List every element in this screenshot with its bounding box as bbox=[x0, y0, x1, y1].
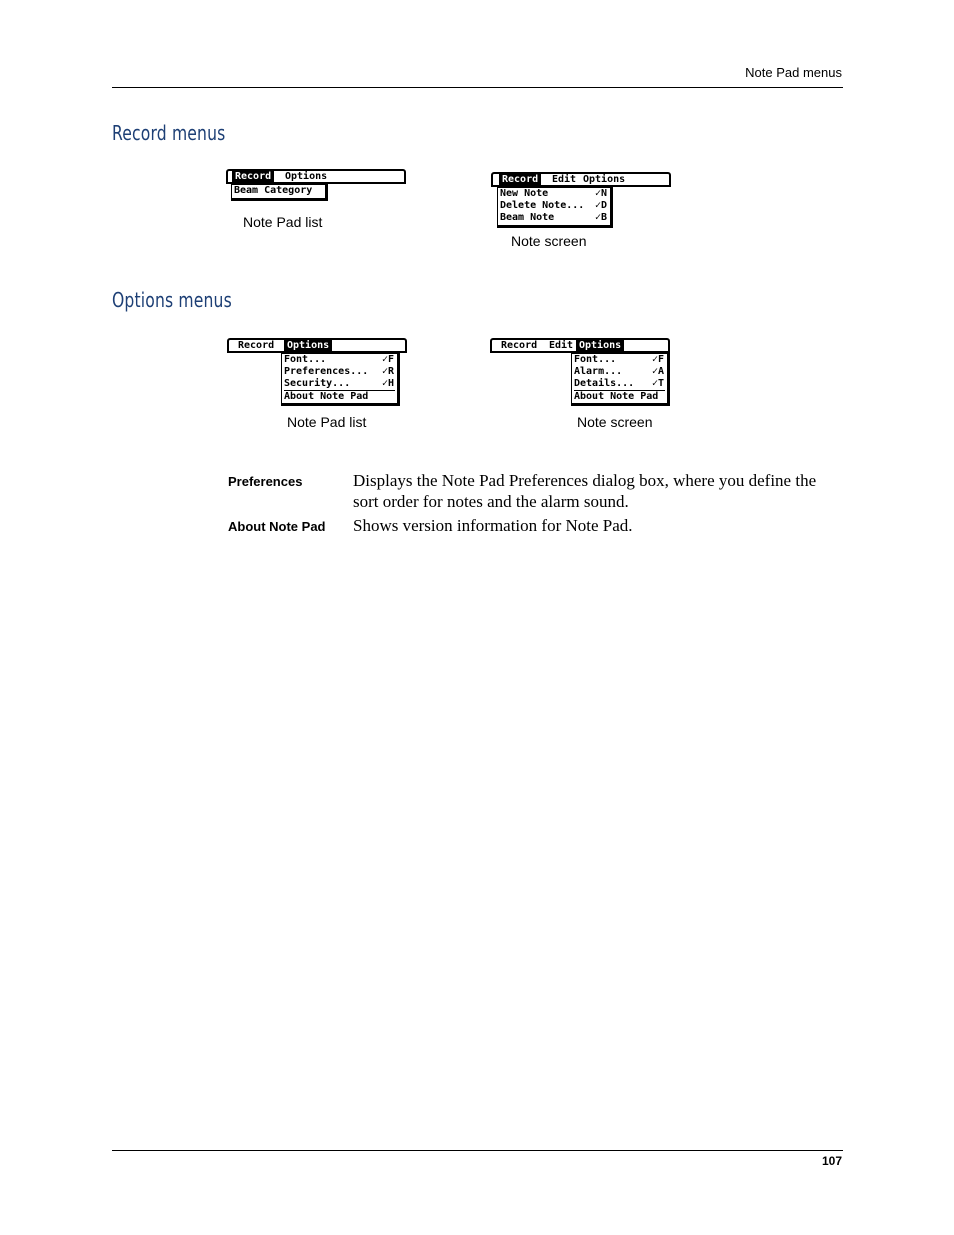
running-head: Note Pad menus bbox=[745, 65, 842, 80]
menu-item-beam-category: Beam Category bbox=[234, 185, 313, 196]
menu-options: Options bbox=[285, 171, 328, 182]
menu-options: Options bbox=[583, 174, 626, 185]
caption-options-screen: Note screen bbox=[577, 414, 653, 430]
menu-item-new-note: New Note ✓N bbox=[500, 188, 607, 199]
menu-item-alarm: Alarm... ✓A bbox=[574, 366, 664, 377]
menu-item-security: Security... ✓H bbox=[284, 378, 394, 389]
menu-item-about-note-pad: About Note Pad bbox=[574, 390, 665, 403]
screenshot-record-list bbox=[226, 169, 408, 203]
screenshot-options-list bbox=[227, 338, 409, 408]
heading-options-menus: Options menus bbox=[112, 288, 232, 312]
menu-bar bbox=[491, 172, 671, 187]
dropdown-menu bbox=[231, 184, 328, 201]
menu-bar bbox=[490, 338, 670, 353]
page-number: 107 bbox=[821, 1154, 842, 1168]
menu-bar bbox=[226, 169, 406, 184]
menu-record: Record bbox=[499, 174, 541, 185]
screenshot-record-screen bbox=[491, 172, 673, 230]
screenshot-options-screen bbox=[490, 338, 672, 408]
menu-options: Options bbox=[284, 340, 332, 351]
menu-record: Record bbox=[501, 340, 538, 351]
menu-options: Options bbox=[576, 340, 624, 351]
header-rule bbox=[112, 87, 843, 88]
heading-record-menus: Record menus bbox=[112, 121, 226, 145]
menu-item-preferences: Preferences... ✓R bbox=[284, 366, 394, 377]
menu-edit: Edit bbox=[552, 174, 577, 185]
definition-preferences: Displays the Note Pad Preferences dialog box, where you define the sort order for notes and the alarm sound. bbox=[353, 471, 817, 511]
definition-about-note-pad: Shows version information for Note Pad. bbox=[353, 516, 633, 535]
menu-record: Record bbox=[232, 171, 274, 182]
caption-options-list: Note Pad list bbox=[287, 414, 367, 430]
menu-item-beam-note: Beam Note ✓B bbox=[500, 212, 607, 223]
caption-record-screen: Note screen bbox=[511, 233, 587, 249]
menu-item-font: Font... ✓F bbox=[284, 354, 394, 365]
menu-record: Record bbox=[238, 340, 275, 351]
menu-item-delete-note: Delete Note... ✓D bbox=[500, 200, 607, 211]
menu-item-about-note-pad: About Note Pad bbox=[284, 390, 395, 403]
term-preferences: Preferences bbox=[228, 474, 303, 489]
menu-item-details: Details... ✓T bbox=[574, 378, 664, 389]
dropdown-menu bbox=[571, 353, 670, 406]
dropdown-menu bbox=[281, 353, 400, 406]
dropdown-menu bbox=[497, 187, 613, 228]
caption-record-list: Note Pad list bbox=[243, 214, 323, 230]
footer-rule bbox=[112, 1150, 843, 1151]
menu-item-font: Font... ✓F bbox=[574, 354, 664, 365]
menu-edit: Edit bbox=[549, 340, 574, 351]
term-about-note-pad: About Note Pad bbox=[228, 519, 326, 534]
menu-bar bbox=[227, 338, 407, 353]
